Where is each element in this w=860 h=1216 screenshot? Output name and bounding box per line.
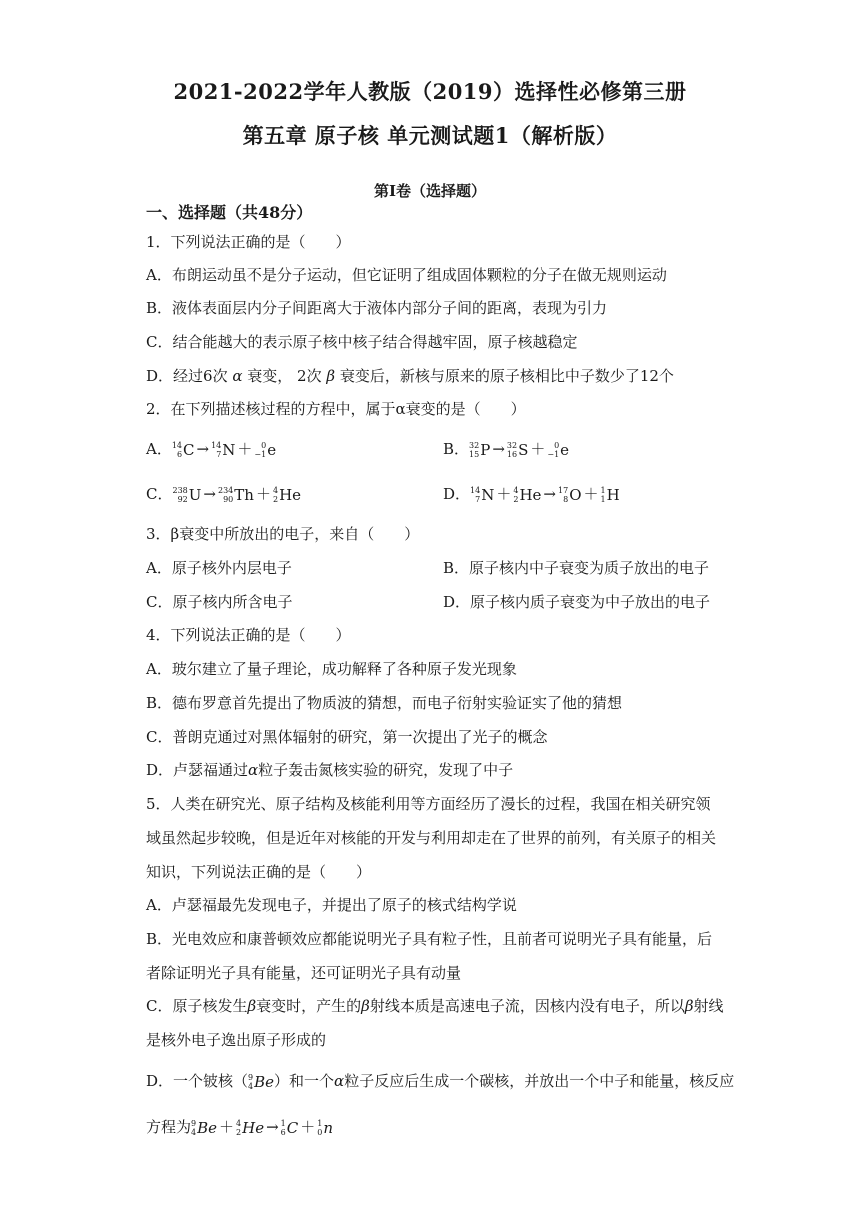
nuclide: [254, 440, 276, 460]
mass-number: 238: [172, 486, 188, 495]
atomic-number: 92: [177, 495, 188, 504]
q4-stem: 4．下列说法正确的是（ ）: [146, 626, 351, 644]
nuclide: [558, 485, 582, 505]
nuclide: [470, 485, 494, 505]
atomic-number: 16: [506, 450, 518, 459]
q2-d-label: D．: [443, 485, 471, 503]
q5-stem-line2: 域虽然起步较晚，但是近年对核能的开发与利用却走在了世界的前列，有关原子的相关: [146, 829, 717, 847]
element-symbol: O: [569, 486, 582, 504]
q5-c-beta-1: β: [247, 997, 257, 1015]
mass-number: 0: [261, 441, 267, 450]
element-symbol: H: [606, 486, 620, 504]
q5-option-c-line2: 是核外电子逸出原子形成的: [146, 1031, 327, 1049]
mass-number: 32: [506, 441, 518, 450]
q2-b-label: B．: [443, 440, 470, 458]
atomic-number: 7: [216, 450, 222, 459]
q2-a-label: A．: [146, 440, 172, 458]
q5-d-post: 粒子反应后生成一个碳核，并放出一个中子和能量，核反应: [344, 1072, 735, 1090]
nuclide: [236, 1118, 264, 1138]
mass-number: 14: [470, 486, 481, 495]
element-symbol: C: [286, 1119, 299, 1137]
q1-d-alpha: α: [232, 367, 243, 385]
q5-option-c-line1: [146, 996, 724, 1016]
q2-b-equation: [469, 440, 569, 458]
atomic-number: 6: [280, 1128, 286, 1137]
q4-option-c: C．普朗克通过对黑体辐射的研究，第一次提出了光子的概念: [146, 728, 548, 746]
q5-d-alpha: α: [334, 1072, 345, 1090]
q1-stem: 1．下列说法正确的是（ ）: [146, 233, 351, 251]
nuclide: [172, 440, 195, 460]
mass-number: 17: [558, 486, 569, 495]
plus-sign: ＋: [496, 485, 512, 503]
mass-number: 32: [469, 441, 480, 450]
plus-sign: ＋: [219, 1118, 235, 1136]
element-symbol: He: [279, 486, 302, 504]
element-symbol: N: [481, 486, 495, 504]
plus-sign: ＋: [583, 485, 599, 503]
reaction-arrow: →: [543, 485, 556, 503]
q1-option-c: C．结合能越大的表示原子核中核子结合得越牢固，原子核越稳定: [146, 333, 578, 351]
mass-number: 14: [171, 441, 183, 450]
mass-number: 4: [272, 486, 279, 495]
nuclide: [317, 1118, 333, 1138]
plus-sign: ＋: [300, 1118, 316, 1136]
section-heading: 第Ⅰ卷（选择题）: [373, 182, 487, 200]
q5-d-mid: ）和一个: [274, 1072, 335, 1090]
element-symbol: Be: [254, 1073, 275, 1091]
nuclide: [172, 485, 201, 505]
element-symbol: e: [560, 441, 570, 459]
q2-option-d: [443, 484, 620, 505]
q5-d-eq-pre: 方程为: [146, 1118, 192, 1136]
q5-d-equation: [191, 1118, 333, 1136]
q5-option-b-line2: 者除证明光子具有能量，还可证明光子具有动量: [146, 964, 462, 982]
q2-a-equation: [172, 440, 276, 458]
nuclide: [507, 440, 528, 460]
q1-option-b: B．液体表面层内分子间距离大于液体内部分子间的距离，表现为引力: [146, 299, 608, 317]
q5-c-mid: 衰变时，产生的: [256, 997, 362, 1015]
mass-number: 14: [211, 441, 222, 450]
mass-number: 4: [236, 1119, 242, 1128]
q2-option-a: [146, 439, 276, 460]
element-symbol: C: [183, 441, 195, 459]
q5-c-beta-2: β: [361, 997, 370, 1015]
part-heading: 一、选择题（共48分）: [146, 203, 313, 222]
atomic-number: −1: [547, 450, 560, 459]
element-symbol: P: [480, 441, 491, 459]
mass-number: 234: [218, 486, 234, 495]
plus-sign: ＋: [255, 485, 271, 503]
q4-d-pre: D．卢瑟福通过: [146, 761, 249, 779]
q4-d-alpha: α: [248, 761, 259, 779]
mass-number: 9: [191, 1119, 197, 1128]
q3-option-a: A．原子核外内层电子: [146, 559, 292, 577]
q5-stem-line1: 5．人类在研究光、原子结构及核能利用等方面经历了漫长的过程，我国在相关研究领: [146, 795, 711, 813]
q4-option-b: B．德布罗意首先提出了物质波的猜想，而电子衍射实验证实了他的猜想: [146, 694, 623, 712]
q2-stem: 2．在下列描述核过程的方程中，属于α衰变的是（ ）: [146, 400, 526, 418]
mass-number: 1: [280, 1119, 286, 1128]
element-symbol: U: [188, 486, 202, 504]
atomic-number: 0: [317, 1128, 323, 1137]
q3-option-c: C．原子核内所含电子: [146, 593, 293, 611]
atomic-number: 2: [236, 1128, 242, 1137]
element-symbol: S: [518, 441, 529, 459]
q5-d-pre: D．一个铍核（: [146, 1072, 249, 1090]
atomic-number: 4: [191, 1128, 197, 1137]
nuclide: [191, 1118, 217, 1138]
q4-d-post: 粒子轰击氮核实验的研究，发现了中子: [258, 761, 514, 779]
atomic-number: 6: [176, 450, 183, 459]
atomic-number: 2: [272, 495, 279, 504]
q1-option-a: A．布朗运动虽不是分子运动，但它证明了组成固体颗粒的分子在做无规则运动: [146, 266, 667, 284]
nuclide: [547, 440, 569, 460]
reaction-arrow: →: [203, 485, 216, 503]
q3-option-d: D．原子核内质子衰变为中子放出的电子: [443, 593, 711, 611]
nuclide: [248, 1072, 274, 1092]
mass-number: 1: [600, 486, 606, 495]
atomic-number: 2: [513, 495, 519, 504]
q4-option-a: A．玻尔建立了量子理论，成功解释了各种原子发光现象: [146, 660, 517, 678]
nuclide: [211, 440, 235, 460]
q2-option-b: [443, 439, 569, 460]
element-symbol: e: [267, 441, 277, 459]
nuclide: [601, 485, 620, 505]
reaction-arrow: →: [492, 440, 505, 458]
nuclide: [281, 1118, 299, 1138]
atomic-number: 8: [563, 495, 569, 504]
q1-d-beta: β: [326, 367, 336, 385]
q1-d-pre: D．经过6次: [146, 367, 228, 385]
reaction-arrow: →: [196, 440, 210, 458]
doc-title-line2: 第五章 原子核 单元测试题1（解析版）: [242, 123, 618, 148]
element-symbol: n: [323, 1119, 334, 1137]
atomic-number: 90: [223, 495, 234, 504]
nuclide: [469, 440, 490, 460]
atomic-number: 7: [475, 495, 481, 504]
q5-c-pre: C．原子核发生: [146, 997, 248, 1015]
q5-c-end: 射线: [693, 997, 724, 1015]
element-symbol: He: [242, 1119, 265, 1137]
element-symbol: Th: [234, 486, 254, 504]
q2-d-equation: [470, 485, 620, 503]
element-symbol: Be: [197, 1119, 218, 1137]
q5-option-b-line1: B．光电效应和康普顿效应都能说明光子具有粒子性，且前者可说明光子具有能量，后: [146, 930, 713, 948]
q5-c-beta-3: β: [684, 997, 694, 1015]
q1-d-post: 衰变后，新核与原来的原子核相比中子数少了12个: [339, 367, 674, 385]
nuclide: [273, 485, 301, 505]
element-symbol: N: [222, 441, 236, 459]
q2-c-equation: [172, 485, 301, 503]
q2-c-label: C．: [146, 485, 173, 503]
nuclide: [218, 485, 254, 505]
q1-option-d: [146, 366, 674, 386]
atomic-number: 4: [248, 1082, 254, 1091]
q5-option-a: A．卢瑟福最先发现电子，并提出了原子的核式结构学说: [146, 896, 517, 914]
atomic-number: 15: [469, 450, 480, 459]
q3-option-b: B．原子核内中子衰变为质子放出的电子: [443, 559, 710, 577]
mass-number: 1: [317, 1119, 323, 1128]
atomic-number: −1: [254, 450, 267, 459]
q4-option-d: [146, 760, 513, 780]
q2-option-c: [146, 484, 301, 505]
q5-stem-line3: 知识，下列说法正确的是（ ）: [146, 863, 372, 881]
element-symbol: He: [519, 486, 542, 504]
q5-d-beryllium: [248, 1072, 274, 1090]
mass-number: 9: [248, 1073, 254, 1082]
plus-sign: ＋: [237, 440, 253, 458]
q5-c-post: 射线本质是高速电子流，因核内没有电子，所以: [369, 997, 685, 1015]
doc-title-line1: 2021-2022学年人教版（2019）选择性必修第三册: [173, 79, 687, 104]
reaction-arrow: →: [266, 1118, 279, 1136]
plus-sign: ＋: [530, 440, 546, 458]
mass-number: 4: [513, 486, 519, 495]
q5-option-d-line2: [146, 1117, 333, 1138]
nuclide: [513, 485, 541, 505]
q5-option-d-line1: [146, 1071, 734, 1092]
q1-d-mid: 衰变， 2次: [247, 367, 322, 385]
mass-number: 0: [554, 441, 560, 450]
q3-stem: 3．β衰变中所放出的电子，来自（ ）: [146, 525, 420, 543]
atomic-number: 1: [600, 495, 606, 504]
